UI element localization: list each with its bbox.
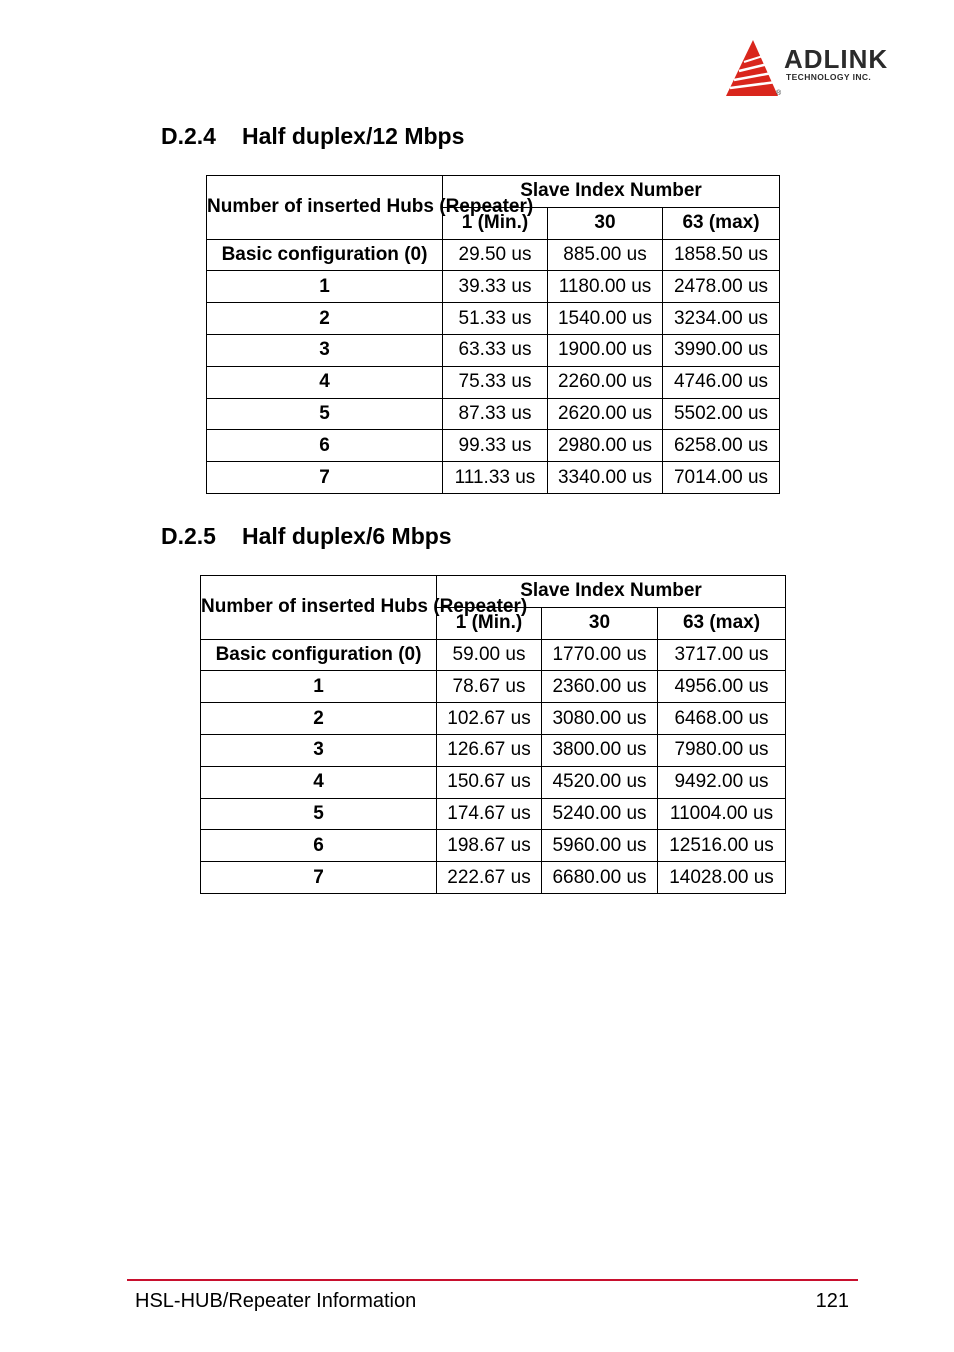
table-cell: 3800.00 us xyxy=(542,734,658,766)
table-cell: 7980.00 us xyxy=(658,734,786,766)
table-row xyxy=(207,334,780,366)
table-cell: 3234.00 us xyxy=(663,303,780,335)
table-cell: 3717.00 us xyxy=(658,639,786,671)
table-cell: 39.33 us xyxy=(443,271,548,303)
table-cell: 111.33 us xyxy=(443,462,548,494)
table-cell: 1900.00 us xyxy=(548,334,663,366)
table-cell: 6468.00 us xyxy=(658,703,786,735)
table-row xyxy=(207,430,780,462)
section-title-text: Half duplex/12 Mbps xyxy=(242,123,465,149)
row-label: 7 xyxy=(201,862,437,894)
table-cell: 7014.00 us xyxy=(663,462,780,494)
table-cell: 5960.00 us xyxy=(542,830,658,862)
table-row xyxy=(207,303,780,335)
table-row xyxy=(201,734,786,766)
table-cell: 150.67 us xyxy=(437,766,542,798)
column-header: 1 (Min.) xyxy=(443,207,548,239)
section-heading-d25 xyxy=(161,523,452,549)
table-cell: 99.33 us xyxy=(443,430,548,462)
column-header: 1 (Min.) xyxy=(437,607,542,639)
row-label: 1 xyxy=(201,671,437,703)
footer-rule xyxy=(127,1279,858,1281)
table-cell: 4520.00 us xyxy=(542,766,658,798)
table-cell: 1858.50 us xyxy=(663,239,780,271)
table-cell: 5502.00 us xyxy=(663,398,780,430)
table-cell: 126.67 us xyxy=(437,734,542,766)
corner-header: Number of inserted Hubs (Repeater) xyxy=(207,176,443,240)
table-cell: 51.33 us xyxy=(443,303,548,335)
table-cell: 1540.00 us xyxy=(548,303,663,335)
table-cell: 87.33 us xyxy=(443,398,548,430)
section-heading-d24 xyxy=(161,123,464,149)
adlink-triangle-icon xyxy=(722,38,782,100)
table-cell: 222.67 us xyxy=(437,862,542,894)
table-cell: 3990.00 us xyxy=(663,334,780,366)
row-label: 1 xyxy=(207,271,443,303)
table-cell: 2980.00 us xyxy=(548,430,663,462)
table-cell: 2260.00 us xyxy=(548,366,663,398)
logo-wordmark: ADLINK xyxy=(784,44,889,74)
row-label: 6 xyxy=(207,430,443,462)
table-cell: 4746.00 us xyxy=(663,366,780,398)
row-label: 7 xyxy=(207,462,443,494)
section-number: D.2.4 xyxy=(161,123,216,149)
table-cell: 78.67 us xyxy=(437,671,542,703)
row-label: 5 xyxy=(207,398,443,430)
registered-mark: ® xyxy=(776,90,782,97)
row-label: 3 xyxy=(201,734,437,766)
table-row xyxy=(201,671,786,703)
table-cell: 4956.00 us xyxy=(658,671,786,703)
group-header: Slave Index Number xyxy=(437,576,786,608)
column-header: 63 (max) xyxy=(658,607,786,639)
table-cell: 9492.00 us xyxy=(658,766,786,798)
row-label: 5 xyxy=(201,798,437,830)
table-row xyxy=(207,462,780,494)
table-row xyxy=(201,798,786,830)
table-cell: 1770.00 us xyxy=(542,639,658,671)
table-cell: 885.00 us xyxy=(548,239,663,271)
table-row xyxy=(207,239,780,271)
row-label: 2 xyxy=(207,303,443,335)
row-label: 2 xyxy=(201,703,437,735)
timing-table-6mbps xyxy=(200,575,786,894)
table-cell: 198.67 us xyxy=(437,830,542,862)
table-row xyxy=(207,398,780,430)
table-cell: 12516.00 us xyxy=(658,830,786,862)
row-label: 6 xyxy=(201,830,437,862)
table-cell: 14028.00 us xyxy=(658,862,786,894)
table-cell: 174.67 us xyxy=(437,798,542,830)
table-cell: 59.00 us xyxy=(437,639,542,671)
table-cell: 102.67 us xyxy=(437,703,542,735)
table-cell: 2360.00 us xyxy=(542,671,658,703)
footer-title: HSL-HUB/Repeater Information xyxy=(135,1290,417,1312)
table-cell: 6258.00 us xyxy=(663,430,780,462)
table-cell: 3340.00 us xyxy=(548,462,663,494)
row-label: 4 xyxy=(207,366,443,398)
row-label: Basic configuration (0) xyxy=(201,639,437,671)
table-cell: 3080.00 us xyxy=(542,703,658,735)
section-number: D.2.5 xyxy=(161,523,216,549)
table-row xyxy=(201,862,786,894)
row-label: 3 xyxy=(207,334,443,366)
column-header: 63 (max) xyxy=(663,207,780,239)
table-row xyxy=(207,366,780,398)
table-cell: 11004.00 us xyxy=(658,798,786,830)
table-cell: 1180.00 us xyxy=(548,271,663,303)
table-cell: 75.33 us xyxy=(443,366,548,398)
table-cell: 5240.00 us xyxy=(542,798,658,830)
row-label: Basic configuration (0) xyxy=(207,239,443,271)
table-cell: 6680.00 us xyxy=(542,862,658,894)
table-cell: 2478.00 us xyxy=(663,271,780,303)
timing-table-12mbps xyxy=(206,175,780,494)
section-title-text: Half duplex/6 Mbps xyxy=(242,523,452,549)
table-row xyxy=(201,639,786,671)
row-label: 4 xyxy=(201,766,437,798)
column-header: 30 xyxy=(548,207,663,239)
table-row xyxy=(201,703,786,735)
table-cell: 29.50 us xyxy=(443,239,548,271)
table-row xyxy=(201,830,786,862)
logo-subtitle: TECHNOLOGY INC. xyxy=(786,72,872,82)
table-cell: 2620.00 us xyxy=(548,398,663,430)
table-cell: 63.33 us xyxy=(443,334,548,366)
adlink-logo xyxy=(722,38,912,100)
table-row xyxy=(201,766,786,798)
corner-header: Number of inserted Hubs (Repeater) xyxy=(201,576,437,640)
page-number: 121 xyxy=(815,1290,849,1312)
group-header: Slave Index Number xyxy=(443,176,780,208)
column-header: 30 xyxy=(542,607,658,639)
table-row xyxy=(207,271,780,303)
